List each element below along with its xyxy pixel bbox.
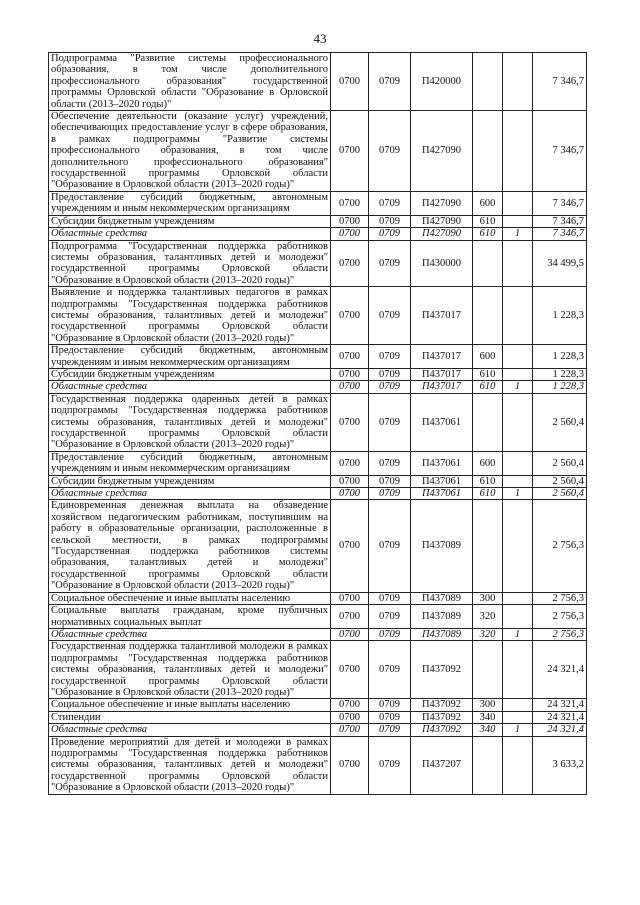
amount: 2 756,3 (533, 500, 587, 592)
expense-type-code: 600 (473, 451, 503, 475)
table-row (49, 451, 587, 475)
funding-source-code: 1 (503, 724, 533, 736)
section-code: 0700 (331, 53, 369, 111)
target-article-code: П437089 (411, 628, 473, 640)
amount: 2 756,3 (533, 605, 587, 629)
funding-source-code (503, 215, 533, 227)
amount: 1 228,3 (533, 287, 587, 345)
amount: 34 499,5 (533, 240, 587, 287)
funding-source-code (503, 345, 533, 369)
table-row (49, 500, 587, 592)
budget-table (48, 52, 587, 795)
funding-source-code (503, 53, 533, 111)
subsection-code: 0709 (369, 451, 411, 475)
table-row (49, 628, 587, 640)
table-row (49, 53, 587, 111)
target-article-code: П420000 (411, 53, 473, 111)
funding-source-code (503, 368, 533, 380)
section-code: 0700 (331, 475, 369, 487)
table-row (49, 287, 587, 345)
target-article-code: П437061 (411, 488, 473, 500)
row-name: Обеспечение деятельности (оказание услуг) учреждений, обеспечивающих предоставление услуг в сфере образования, в рамках подпрограммы "Развитие системы профессионального образования, в том числе дополнительного профессионального образования" государственной программы Орловской области "Образование в Орловской области (2013–2020 годы)" (49, 111, 331, 192)
subsection-code: 0709 (369, 699, 411, 711)
subsection-code: 0709 (369, 475, 411, 487)
expense-type-code: 300 (473, 699, 503, 711)
row-name: Подпрограмма "Развитие системы профессионального образования, в том числе дополнительного профессионального образования" государственной программы Орловской области "Образование в Орловской области (2013–2020 годы)" (49, 53, 331, 111)
section-code: 0700 (331, 699, 369, 711)
funding-source-code (503, 111, 533, 192)
subsection-code: 0709 (369, 500, 411, 592)
expense-type-code (473, 393, 503, 451)
row-name: Предоставление субсидий бюджетным, автономным учреждениям и иным некоммерческим организациям (49, 451, 331, 475)
amount: 24 321,4 (533, 711, 587, 723)
subsection-code: 0709 (369, 393, 411, 451)
subsection-code: 0709 (369, 53, 411, 111)
amount: 7 346,7 (533, 228, 587, 240)
table-row (49, 605, 587, 629)
funding-source-code (503, 500, 533, 592)
row-name: Социальное обеспечение и иные выплаты населению (49, 699, 331, 711)
expense-type-code: 610 (473, 475, 503, 487)
table-row (49, 191, 587, 215)
funding-source-code (503, 191, 533, 215)
row-name: Областные средства (49, 724, 331, 736)
subsection-code: 0709 (369, 215, 411, 227)
row-name: Субсидии бюджетным учреждениям (49, 475, 331, 487)
expense-type-code: 610 (473, 488, 503, 500)
target-article-code: П437017 (411, 368, 473, 380)
table-row (49, 641, 587, 699)
table-row (49, 228, 587, 240)
amount: 24 321,4 (533, 699, 587, 711)
section-code: 0700 (331, 191, 369, 215)
table-row (49, 699, 587, 711)
table-row (49, 240, 587, 287)
section-code: 0700 (331, 451, 369, 475)
expense-type-code: 320 (473, 628, 503, 640)
expense-type-code (473, 240, 503, 287)
funding-source-code (503, 605, 533, 629)
amount: 2 560,4 (533, 475, 587, 487)
expense-type-code: 320 (473, 605, 503, 629)
amount: 2 756,3 (533, 628, 587, 640)
target-article-code: П437017 (411, 381, 473, 393)
row-name: Субсидии бюджетным учреждениям (49, 215, 331, 227)
amount: 7 346,7 (533, 53, 587, 111)
amount: 2 756,3 (533, 592, 587, 604)
row-name: Единовременная денежная выплата на обзаведение хозяйством педагогическим работникам, поступившим на работу в образовательные организации, расположенные в сельской местности, в рамках подпрограммы "Государственная поддержка работников системы образования, талантливых детей и молодежи" государственной программы Орловской области "Образование в Орловской области (2013–2020 годы)" (49, 500, 331, 592)
funding-source-code (503, 592, 533, 604)
row-name: Областные средства (49, 628, 331, 640)
expense-type-code: 600 (473, 345, 503, 369)
funding-source-code (503, 736, 533, 794)
amount: 7 346,7 (533, 111, 587, 192)
amount: 1 228,3 (533, 345, 587, 369)
subsection-code: 0709 (369, 111, 411, 192)
section-code: 0700 (331, 724, 369, 736)
target-article-code: П427090 (411, 191, 473, 215)
section-code: 0700 (331, 240, 369, 287)
table-row (49, 592, 587, 604)
target-article-code: П437207 (411, 736, 473, 794)
amount: 1 228,3 (533, 381, 587, 393)
target-article-code: П437089 (411, 592, 473, 604)
subsection-code: 0709 (369, 191, 411, 215)
subsection-code: 0709 (369, 592, 411, 604)
row-name: Предоставление субсидий бюджетным, автономным учреждениям и иным некоммерческим организациям (49, 345, 331, 369)
funding-source-code: 1 (503, 381, 533, 393)
target-article-code: П437017 (411, 287, 473, 345)
funding-source-code (503, 641, 533, 699)
row-name: Областные средства (49, 488, 331, 500)
table-row (49, 345, 587, 369)
expense-type-code: 610 (473, 368, 503, 380)
subsection-code: 0709 (369, 628, 411, 640)
amount: 2 560,4 (533, 488, 587, 500)
funding-source-code: 1 (503, 488, 533, 500)
subsection-code: 0709 (369, 345, 411, 369)
section-code: 0700 (331, 228, 369, 240)
section-code: 0700 (331, 111, 369, 192)
expense-type-code: 340 (473, 724, 503, 736)
funding-source-code (503, 699, 533, 711)
expense-type-code: 300 (473, 592, 503, 604)
subsection-code: 0709 (369, 368, 411, 380)
target-article-code: П437017 (411, 345, 473, 369)
target-article-code: П437061 (411, 451, 473, 475)
subsection-code: 0709 (369, 641, 411, 699)
row-name: Проведение мероприятий для детей и молодежи в рамках подпрограммы "Государственная поддержка работников системы образования, талантливых детей и молодежи" государственной программы Орловской области "Образование в Орловской области (2013–2020 годы)" (49, 736, 331, 794)
target-article-code: П437089 (411, 500, 473, 592)
table-row (49, 475, 587, 487)
funding-source-code (503, 475, 533, 487)
funding-source-code: 1 (503, 228, 533, 240)
section-code: 0700 (331, 500, 369, 592)
target-article-code: П437092 (411, 724, 473, 736)
amount: 7 346,7 (533, 215, 587, 227)
amount: 24 321,4 (533, 724, 587, 736)
funding-source-code (503, 393, 533, 451)
row-name: Социальные выплаты гражданам, кроме публичных нормативных социальных выплат (49, 605, 331, 629)
section-code: 0700 (331, 287, 369, 345)
target-article-code: П437092 (411, 699, 473, 711)
target-article-code: П437061 (411, 475, 473, 487)
subsection-code: 0709 (369, 488, 411, 500)
page-number: 43 (313, 31, 327, 46)
section-code: 0700 (331, 488, 369, 500)
amount: 1 228,3 (533, 368, 587, 380)
expense-type-code (473, 53, 503, 111)
expense-type-code (473, 111, 503, 192)
table-row (49, 724, 587, 736)
funding-source-code (503, 240, 533, 287)
row-name: Подпрограмма "Государственная поддержка работников системы образования, талантливых детей и молодежи" государственной программы Орловской области "Образование в Орловской области (2013–2020 годы)" (49, 240, 331, 287)
table-body (49, 53, 587, 795)
row-name: Областные средства (49, 228, 331, 240)
subsection-code: 0709 (369, 711, 411, 723)
table-row (49, 368, 587, 380)
amount: 3 633,2 (533, 736, 587, 794)
target-article-code: П427090 (411, 228, 473, 240)
target-article-code: П427090 (411, 111, 473, 192)
section-code: 0700 (331, 605, 369, 629)
funding-source-code (503, 287, 533, 345)
section-code: 0700 (331, 628, 369, 640)
table-row (49, 111, 587, 192)
target-article-code: П437092 (411, 711, 473, 723)
row-name: Областные средства (49, 381, 331, 393)
subsection-code: 0709 (369, 605, 411, 629)
expense-type-code (473, 500, 503, 592)
amount: 2 560,4 (533, 393, 587, 451)
table-row (49, 381, 587, 393)
row-name: Предоставление субсидий бюджетным, автономным учреждениям и иным некоммерческим организациям (49, 191, 331, 215)
subsection-code: 0709 (369, 228, 411, 240)
subsection-code: 0709 (369, 287, 411, 345)
target-article-code: П437089 (411, 605, 473, 629)
section-code: 0700 (331, 641, 369, 699)
section-code: 0700 (331, 736, 369, 794)
subsection-code: 0709 (369, 736, 411, 794)
table-row (49, 488, 587, 500)
funding-source-code (503, 711, 533, 723)
section-code: 0700 (331, 381, 369, 393)
target-article-code: П427090 (411, 215, 473, 227)
row-name: Субсидии бюджетным учреждениям (49, 368, 331, 380)
row-name: Стипендии (49, 711, 331, 723)
row-name: Социальное обеспечение и иные выплаты населению (49, 592, 331, 604)
expense-type-code (473, 736, 503, 794)
target-article-code: П437092 (411, 641, 473, 699)
expense-type-code: 610 (473, 381, 503, 393)
section-code: 0700 (331, 393, 369, 451)
expense-type-code (473, 287, 503, 345)
funding-source-code: 1 (503, 628, 533, 640)
section-code: 0700 (331, 345, 369, 369)
amount: 2 560,4 (533, 451, 587, 475)
section-code: 0700 (331, 711, 369, 723)
funding-source-code (503, 451, 533, 475)
row-name: Выявление и поддержка талантливых педагогов в рамках подпрограммы "Государственная поддержка работников системы образования, талантливых детей и молодежи" государственной программы Орловской области "Образование в Орловской области (2013–2020 годы)" (49, 287, 331, 345)
table-row (49, 736, 587, 794)
amount: 24 321,4 (533, 641, 587, 699)
subsection-code: 0709 (369, 381, 411, 393)
expense-type-code (473, 641, 503, 699)
target-article-code: П437061 (411, 393, 473, 451)
section-code: 0700 (331, 215, 369, 227)
row-name: Государственная поддержка одаренных детей в рамках подпрограммы "Государственная поддержка работников системы образования, талантливых детей и молодежи" государственной программы Орловской области "Образование в Орловской области (2013–2020 годы)" (49, 393, 331, 451)
table-row (49, 711, 587, 723)
subsection-code: 0709 (369, 240, 411, 287)
table-row (49, 393, 587, 451)
table-row (49, 215, 587, 227)
expense-type-code: 340 (473, 711, 503, 723)
section-code: 0700 (331, 368, 369, 380)
expense-type-code: 610 (473, 228, 503, 240)
expense-type-code: 600 (473, 191, 503, 215)
expense-type-code: 610 (473, 215, 503, 227)
section-code: 0700 (331, 592, 369, 604)
subsection-code: 0709 (369, 724, 411, 736)
amount: 7 346,7 (533, 191, 587, 215)
row-name: Государственная поддержка талантливой молодежи в рамках подпрограммы "Государственная поддержка работников системы образования, талантливых детей и молодежи" государственной программы Орловской области "Образование в Орловской области (2013–2020 годы)" (49, 641, 331, 699)
target-article-code: П430000 (411, 240, 473, 287)
